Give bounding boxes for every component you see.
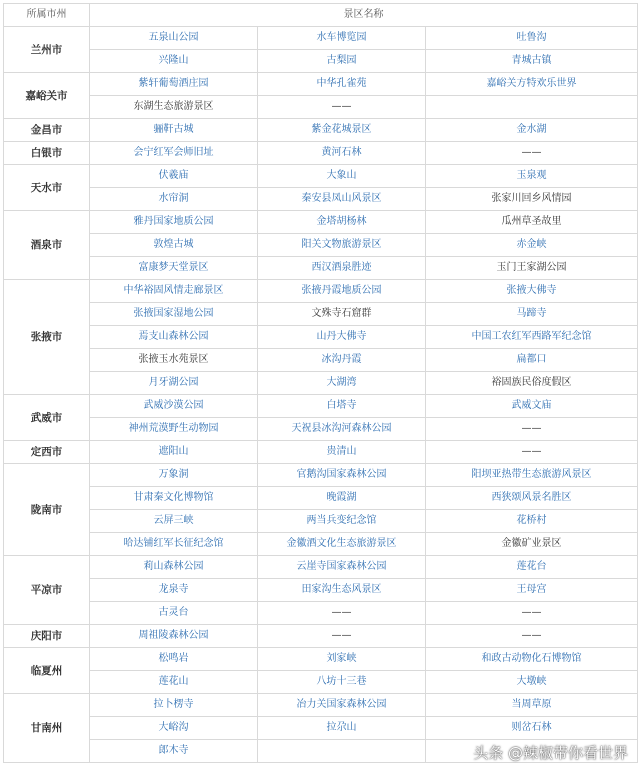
scenic-spot-cell: 文殊寺石窟群 bbox=[258, 303, 426, 326]
scenic-spot-link[interactable]: 刘家峡 bbox=[258, 648, 426, 671]
scenic-spot-link[interactable]: 王母宫 bbox=[426, 579, 638, 602]
table-body bbox=[4, 27, 638, 763]
scenic-spot-link[interactable]: 莉山森林公园 bbox=[90, 556, 258, 579]
city-cell: 张掖市 bbox=[4, 280, 90, 395]
scenic-spot-link[interactable]: 周祖陵森林公园 bbox=[90, 625, 258, 648]
scenic-spot-link[interactable]: 则岔石林 bbox=[426, 717, 638, 740]
scenic-spot-cell: 张掖玉水苑景区 bbox=[90, 349, 258, 372]
scenic-spot-link[interactable]: 富康梦天堂景区 bbox=[90, 257, 258, 280]
city-cell: 临夏州 bbox=[4, 648, 90, 694]
scenic-spot-link[interactable]: 中国工农红军西路军纪念馆 bbox=[426, 326, 638, 349]
scenic-spot-link[interactable]: 龙泉寺 bbox=[90, 579, 258, 602]
header-row bbox=[4, 4, 638, 27]
table-row bbox=[4, 395, 638, 418]
scenic-spot-link[interactable]: 赤金峡 bbox=[426, 234, 638, 257]
table-row bbox=[4, 188, 638, 211]
scenic-spot-link[interactable]: 伏羲庙 bbox=[90, 165, 258, 188]
scenic-spot-link[interactable]: 拉尕山 bbox=[258, 717, 426, 740]
city-cell: 白银市 bbox=[4, 142, 90, 165]
table-row bbox=[4, 464, 638, 487]
scenic-spot-link[interactable]: 天祝县冰沟河森林公园 bbox=[258, 418, 426, 441]
scenic-spot-link[interactable]: 两当兵变纪念馆 bbox=[258, 510, 426, 533]
scenic-spot-cell: 玉门王家湖公园 bbox=[426, 257, 638, 280]
city-cell: 嘉峪关市 bbox=[4, 73, 90, 119]
scenic-spot-link[interactable]: 大湖湾 bbox=[258, 372, 426, 395]
table-row bbox=[4, 119, 638, 142]
scenic-spot-link[interactable]: 松鸣岩 bbox=[90, 648, 258, 671]
scenic-spot-link[interactable]: 黄河石林 bbox=[258, 142, 426, 165]
city-cell: 庆阳市 bbox=[4, 625, 90, 648]
table-row bbox=[4, 326, 638, 349]
city-cell: 陇南市 bbox=[4, 464, 90, 556]
scenic-spot-link[interactable]: 阳关文物旅游景区 bbox=[258, 234, 426, 257]
scenic-spot-link[interactable]: 张掖大佛寺 bbox=[426, 280, 638, 303]
table-row bbox=[4, 533, 638, 556]
scenic-spot-link[interactable]: 贵清山 bbox=[258, 441, 426, 464]
table-row bbox=[4, 280, 638, 303]
table-row bbox=[4, 625, 638, 648]
scenic-spot-link[interactable]: 郎木寺 bbox=[90, 740, 258, 763]
scenic-spot-link[interactable]: 骊靬古城 bbox=[90, 119, 258, 142]
scenic-spot-link[interactable]: 大峪沟 bbox=[90, 717, 258, 740]
table-row bbox=[4, 487, 638, 510]
scenic-spot-link[interactable]: 白塔寺 bbox=[258, 395, 426, 418]
table-row bbox=[4, 556, 638, 579]
header-spots: 景区名称 bbox=[90, 4, 638, 27]
table-row bbox=[4, 441, 638, 464]
scenic-spot-link[interactable]: 水帘洞 bbox=[90, 188, 258, 211]
table-row bbox=[4, 418, 638, 441]
table-row bbox=[4, 349, 638, 372]
scenic-spot-link[interactable]: 嘉峪关方特欢乐世界 bbox=[426, 73, 638, 96]
scenic-spot-link[interactable]: 大象山 bbox=[258, 165, 426, 188]
scenic-spot-link[interactable]: 遮阳山 bbox=[90, 441, 258, 464]
scenic-spot-cell: —— bbox=[426, 418, 638, 441]
table-row bbox=[4, 234, 638, 257]
table-row bbox=[4, 142, 638, 165]
scenic-spot-link[interactable]: 万象洞 bbox=[90, 464, 258, 487]
city-cell: 甘南州 bbox=[4, 694, 90, 763]
scenic-spot-link[interactable]: 武威沙漠公园 bbox=[90, 395, 258, 418]
watermark: 头条 @辣椒带你看世界 bbox=[473, 744, 628, 762]
scenic-spot-link[interactable]: 冶力关国家森林公园 bbox=[258, 694, 426, 717]
scenic-spot-link[interactable]: 紫金花城景区 bbox=[258, 119, 426, 142]
city-cell: 兰州市 bbox=[4, 27, 90, 73]
scenic-spot-link[interactable]: 秦安县凤山风景区 bbox=[258, 188, 426, 211]
table-row bbox=[4, 165, 638, 188]
scenic-spot-link[interactable]: 田家沟生态风景区 bbox=[258, 579, 426, 602]
scenic-spot-cell: —— bbox=[258, 602, 426, 625]
scenic-spot-link[interactable]: 大墩峡 bbox=[426, 671, 638, 694]
table-row bbox=[4, 648, 638, 671]
scenic-spot-link[interactable]: 冰沟丹霞 bbox=[258, 349, 426, 372]
scenic-spot-link[interactable]: 西狭颂风景名胜区 bbox=[426, 487, 638, 510]
scenic-spot-link[interactable]: 八坊十三巷 bbox=[258, 671, 426, 694]
scenic-spot-link[interactable]: 张掖丹霞地质公园 bbox=[258, 280, 426, 303]
table-row bbox=[4, 717, 638, 740]
scenic-spot-cell: 瓜州草圣故里 bbox=[426, 211, 638, 234]
scenic-spot-link[interactable]: 金水湖 bbox=[426, 119, 638, 142]
scenic-spot-link[interactable]: 五泉山公园 bbox=[90, 27, 258, 50]
scenic-spot-link[interactable]: 会宁红军会师旧址 bbox=[90, 142, 258, 165]
city-cell: 金昌市 bbox=[4, 119, 90, 142]
scenic-spot-cell: 张家川回乡风情园 bbox=[426, 188, 638, 211]
scenic-spot-cell bbox=[426, 96, 638, 119]
scenic-spot-link[interactable]: 紫轩葡萄酒庄园 bbox=[90, 73, 258, 96]
scenic-spot-link[interactable]: 中华裕固风情走廊景区 bbox=[90, 280, 258, 303]
scenic-spot-link[interactable]: 神州荒漠野生动物园 bbox=[90, 418, 258, 441]
table-row bbox=[4, 671, 638, 694]
scenic-spot-cell: 裕固族民俗度假区 bbox=[426, 372, 638, 395]
scenic-spot-link[interactable]: 莲花台 bbox=[426, 556, 638, 579]
scenic-spot-cell: —— bbox=[258, 96, 426, 119]
scenic-spot-link[interactable]: 吐鲁沟 bbox=[426, 27, 638, 50]
scenic-spot-link[interactable]: 当周草原 bbox=[426, 694, 638, 717]
scenic-spot-cell: —— bbox=[426, 441, 638, 464]
scenic-spot-link[interactable]: 古灵台 bbox=[90, 602, 258, 625]
scenic-spot-link[interactable]: 云屏三峡 bbox=[90, 510, 258, 533]
scenic-spot-cell: —— bbox=[258, 625, 426, 648]
scenic-spot-link[interactable]: 武威文庙 bbox=[426, 395, 638, 418]
scenic-spot-link[interactable]: 晚霞湖 bbox=[258, 487, 426, 510]
scenic-spot-cell: —— bbox=[426, 142, 638, 165]
scenic-spot-link[interactable]: 水车博览园 bbox=[258, 27, 426, 50]
table-row bbox=[4, 96, 638, 119]
table-row bbox=[4, 602, 638, 625]
scenic-spot-link[interactable]: 阳坝亚热带生态旅游风景区 bbox=[426, 464, 638, 487]
scenic-spot-link[interactable]: 西汉酒泉胜迹 bbox=[258, 257, 426, 280]
table-row bbox=[4, 510, 638, 533]
scenic-spot-link[interactable]: 官鹅沟国家森林公园 bbox=[258, 464, 426, 487]
scenic-spot-link[interactable]: 花桥村 bbox=[426, 510, 638, 533]
city-cell: 酒泉市 bbox=[4, 211, 90, 280]
scenic-spots-table bbox=[3, 3, 638, 763]
scenic-spot-link[interactable]: 马蹄寺 bbox=[426, 303, 638, 326]
table-row bbox=[4, 579, 638, 602]
scenic-spot-link[interactable]: 中华孔雀苑 bbox=[258, 73, 426, 96]
scenic-spot-link[interactable]: 玉泉观 bbox=[426, 165, 638, 188]
scenic-spot-link[interactable]: 甘肃秦文化博物馆 bbox=[90, 487, 258, 510]
table-row bbox=[4, 211, 638, 234]
scenic-spot-link[interactable]: 青城古镇 bbox=[426, 50, 638, 73]
scenic-spot-link[interactable]: 金徽酒文化生态旅游景区 bbox=[258, 533, 426, 556]
scenic-spot-link[interactable]: 扁都口 bbox=[426, 349, 638, 372]
table-row bbox=[4, 694, 638, 717]
scenic-spot-link[interactable]: 敦煌古城 bbox=[90, 234, 258, 257]
scenic-spot-cell: —— bbox=[426, 625, 638, 648]
city-cell: 平凉市 bbox=[4, 556, 90, 625]
table-row bbox=[4, 303, 638, 326]
city-cell: 天水市 bbox=[4, 165, 90, 211]
header-city: 所属市州 bbox=[4, 4, 90, 27]
scenic-spot-cell: —— bbox=[426, 602, 638, 625]
scenic-spot-link[interactable]: 古梨园 bbox=[258, 50, 426, 73]
scenic-spot-link[interactable]: 金塔胡杨林 bbox=[258, 211, 426, 234]
scenic-spot-link[interactable]: 张掖国家湿地公园 bbox=[90, 303, 258, 326]
scenic-spot-link[interactable]: 拉卜楞寺 bbox=[90, 694, 258, 717]
table-row bbox=[4, 27, 638, 50]
scenic-spot-link[interactable]: 焉支山森林公园 bbox=[90, 326, 258, 349]
scenic-spot-link[interactable]: 云崖寺国家森林公园 bbox=[258, 556, 426, 579]
city-cell: 武威市 bbox=[4, 395, 90, 441]
table-row bbox=[4, 73, 638, 96]
scenic-spot-link[interactable]: 兴隆山 bbox=[90, 50, 258, 73]
city-cell: 定西市 bbox=[4, 441, 90, 464]
table-row bbox=[4, 50, 638, 73]
table-row bbox=[4, 257, 638, 280]
scenic-spot-cell: 东湖生态旅游景区 bbox=[90, 96, 258, 119]
scenic-spot-link[interactable]: 莲花山 bbox=[90, 671, 258, 694]
scenic-spot-link[interactable]: 哈达铺红军长征纪念馆 bbox=[90, 533, 258, 556]
scenic-spot-link[interactable]: 月牙湖公园 bbox=[90, 372, 258, 395]
scenic-spot-cell bbox=[258, 740, 426, 763]
scenic-spot-cell: 金徽矿业景区 bbox=[426, 533, 638, 556]
scenic-spot-link[interactable]: 山丹大佛寺 bbox=[258, 326, 426, 349]
scenic-spot-link[interactable]: 雅丹国家地质公园 bbox=[90, 211, 258, 234]
table-row bbox=[4, 372, 638, 395]
scenic-spot-link[interactable]: 和政古动物化石博物馆 bbox=[426, 648, 638, 671]
